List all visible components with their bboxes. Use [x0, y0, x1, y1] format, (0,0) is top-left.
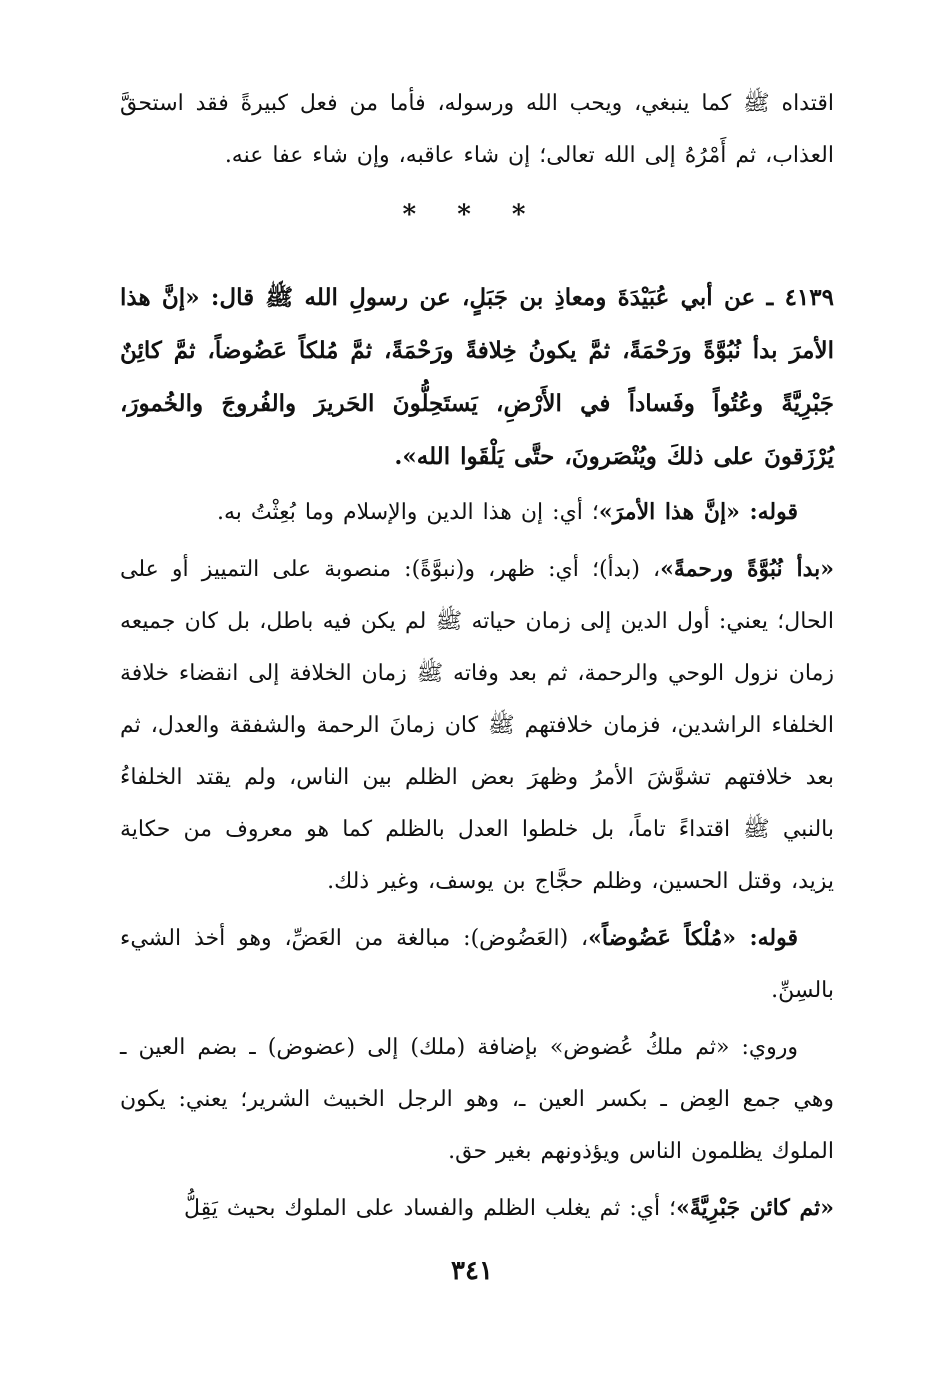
commentary-paragraph	[120, 1021, 834, 1178]
section-separator: * * *	[402, 200, 542, 230]
commentary-lead: قوله: «مُلْكاً عَضُوضاً»	[588, 925, 798, 951]
commentary-lead: قوله: «إنَّ هذا الأمرَ»	[598, 499, 798, 525]
commentary-paragraph	[120, 543, 834, 908]
commentary-lead: «ثم كائن جَبْرِيَّةً»	[676, 1195, 834, 1221]
commentary-paragraph	[120, 1182, 834, 1235]
hadith-text: ٤١٣٩ ـ عن أبي عُبَيْدَةَ ومعاذِ بن جَبَلٍ، عن رسولِ الله ﷺ قال: «إنَّ هذا الأمرَ بدأ نُبُوَّةً ورَحْمَةً، ثمَّ يكونُ خِلافةً ورَحْمَةً، ثمَّ مُلكاً عَضُوضاً، ثمَّ كائِنٌ جَبْرِيَّةً وعُتُواً وفَساداً في الأَرْضِ، يَستَحِلُّونَ الحَريرَ والفُروجَ والخُمورَ، يُرْزَقونَ على ذلكَ ويُنْصَرونَ، حتَّى يَلْقَوا الله».	[120, 284, 834, 470]
continued-paragraph-text: اقتداه ﷺ كما ينبغي، ويحب الله ورسوله، فأما من فعل كبيرةً فقد استحقَّ العذاب، ثم أَمْرُهُ إلى الله تعالى؛ إن شاء عاقبه، وإن شاء عفا عنه.	[120, 91, 834, 168]
commentary-text: ؛ أي: ثم يغلب الظلم والفساد على الملوك بحيث يَقِلُّ	[183, 1196, 677, 1221]
commentary-text: وروي: «ثم ملكُ عُضوض» بإضافة (ملك) إلى (عضوض) ـ بضم العين ـ وهي جمع العِض ـ بكسر العين ـ، وهو الرجل الخبيث الشرير؛ يعني: يكون الملوك يظلمون الناس ويؤذونهم بغير حق.	[120, 1035, 834, 1164]
commentary-paragraph	[120, 486, 834, 539]
page-number: ٣٤١	[451, 1256, 493, 1286]
commentary-text: ، (العَضُوض): مبالغة من العَضِّ، وهو أخذ الشيء بالسِنِّ.	[120, 926, 834, 1003]
hadith-block	[120, 272, 834, 484]
continued-paragraph	[120, 78, 834, 182]
commentary-paragraph	[120, 912, 834, 1017]
commentary-text: ، (بدأ)؛ أي: ظهر، و(نبوَّةً): منصوبة على التمييز أو على الحال؛ يعني: أول الدين إلى زمان حياته ﷺ لم يكن فيه باطل، بل كان جميعه زمان نزول الوحي والرحمة، ثم بعد وفاته ﷺ زمان الخلافة إلى انقضاء خلافة الخلفاء الراشدين، فزمان خلافتهم ﷺ كان زمانَ الرحمة والشفقة والعدل، ثم بعد خلافتهم تشوَّشَ الأمرُ وظهرَ بعض الظلم بين الناس، ولم يقتد الخلفاءُ بالنبي ﷺ اقتداءً تاماً، بل خلطوا العدل بالظلم كما هو معروف من حكاية يزيد، وقتل الحسين، وظلم حجَّاج بن يوسف، وغير ذلك.	[120, 557, 834, 894]
commentary-block	[120, 486, 834, 1239]
commentary-text: ؛ أي: إن هذا الدين والإسلام وما بُعِثْتُ به.	[216, 500, 599, 525]
commentary-lead: «بدأ نُبُوَّةً ورحمةً»	[660, 556, 834, 582]
